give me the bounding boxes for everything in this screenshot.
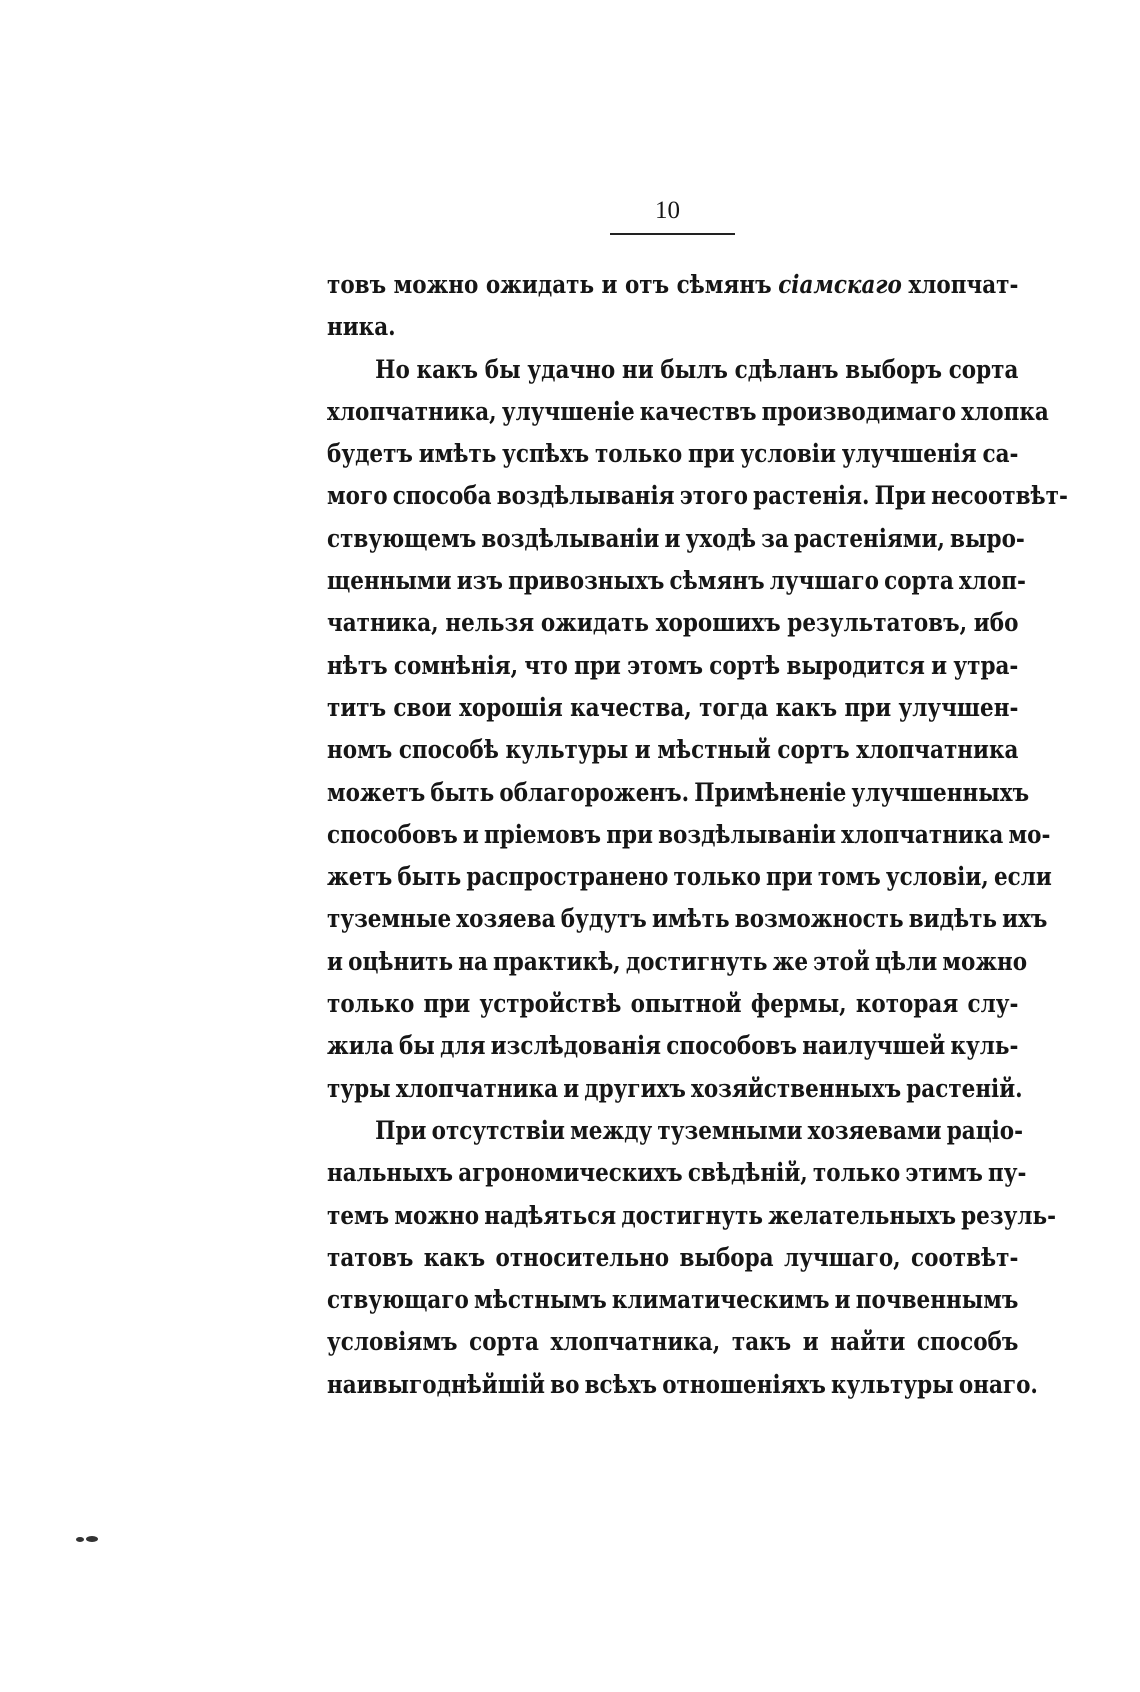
word: при [844,692,892,722]
word: нальныхъ [327,1158,454,1188]
text-line [327,1364,1038,1406]
word: результатовъ, [787,608,968,638]
text-line [327,560,1026,602]
word: распространено [466,862,669,892]
word: при [766,862,813,892]
word: за [761,523,789,553]
word: другихъ [584,1073,686,1103]
word: способъ [916,1327,1019,1357]
word: которая [855,989,959,1019]
word: онаго. [958,1369,1038,1399]
word: сортъ [777,735,850,765]
word: можно [942,946,1028,976]
text-line [327,1068,1023,1110]
word: мого [327,481,388,511]
text-line [327,518,1025,560]
word: сорта [884,566,954,596]
word: мо- [1008,819,1051,849]
text-line [327,306,1018,348]
word: сортѣ [709,650,781,680]
word: для [440,1031,486,1061]
word: растенія. [753,481,870,511]
word: лучшаго [769,566,879,596]
word: хлоп- [958,566,1026,596]
word: сѣмянъ [669,566,765,596]
word: нѣтъ [327,650,388,680]
word: мѣстный [657,735,771,765]
word: Примѣненіе [694,777,847,807]
word: фермы, [750,989,847,1019]
word: выро- [950,523,1025,553]
word: какъ [416,354,479,384]
text-line [327,349,1018,391]
word: какъ [423,1242,486,1272]
word: только [594,439,683,469]
word: культуры [505,735,629,765]
word: если [993,862,1052,892]
text-line [327,983,1018,1025]
word: хорошія [459,692,563,722]
word: пу- [988,1158,1027,1188]
word: только [327,989,415,1019]
word: и [563,1073,580,1103]
word: хлопка [961,396,1049,426]
word: возможность [734,904,904,934]
word: хорошихъ [655,608,781,638]
word: условіямъ [327,1327,458,1357]
word: всѣхъ [584,1369,658,1399]
word: при [606,819,653,849]
text-line [327,1025,1018,1067]
word: устройствѣ [479,989,622,1019]
word: будутъ [560,904,647,934]
word: раціо- [946,1115,1024,1145]
word: соотвѣт- [911,1242,1019,1272]
text-line [327,941,1028,983]
word: удачно [527,354,616,384]
word: во [550,1369,580,1399]
text-line [327,433,1018,475]
word: отсутствіи [431,1115,565,1145]
word: чатника, [327,608,439,638]
word: воздѣлыванія [496,481,675,511]
word: слу- [967,989,1019,1019]
word: этомъ [627,650,704,680]
text-line [327,391,1049,433]
word: хлопчатника, [550,1327,721,1357]
word: при [688,439,735,469]
word: бы [484,354,521,384]
word: щенными [327,566,452,596]
word: титъ [327,692,387,722]
word: климатическимъ [611,1285,830,1315]
word: бы [398,1031,435,1061]
word: и [634,735,651,765]
word: хлопчатника [395,1073,559,1103]
word: облагороженъ. [499,777,690,807]
word: изслѣдованія [490,1031,662,1061]
word: наилучшей [802,1031,946,1061]
word: хлопчатника, [327,396,497,426]
text-line [327,1110,1024,1152]
text-line [327,687,1018,729]
word: такъ [731,1327,792,1357]
word: хлопчатника [841,819,1004,849]
word: хозяевами [807,1115,942,1145]
header-rule [610,233,735,235]
word: между [570,1115,653,1145]
word: нельзя [445,608,535,638]
word: надѣяться [484,1200,617,1230]
word: качества, [570,692,692,722]
word: ожидать [540,608,649,638]
word: улучшеніе [501,396,635,426]
word: способовъ [666,1031,797,1061]
word: можно [394,1200,480,1230]
word: оцѣнить [348,946,454,976]
italic-word: сіамскаго [778,270,902,299]
word: изъ [456,566,503,596]
word: ствующемъ [327,523,477,553]
word: почвеннымъ [855,1285,1019,1315]
text-line [327,814,1051,856]
word: можетъ [327,777,426,807]
word: ни [621,354,654,384]
word: будетъ [327,439,413,469]
word: только [812,1158,901,1188]
word: туземные [327,904,452,934]
paragraph-2 [327,349,1068,1110]
word: производимаго [761,396,957,426]
word: былъ [660,354,728,384]
word: са- [982,439,1019,469]
paragraph-1 [327,264,1019,349]
word: какъ [775,692,838,722]
word: успѣхъ [502,439,590,469]
paragraph-3 [327,1110,1057,1406]
word: куль- [950,1031,1019,1061]
word: культуры [831,1369,954,1399]
word: видѣть [908,904,997,934]
word: воздѣлываніи [658,819,836,849]
text-line [327,729,1018,771]
text-line [327,1152,1027,1194]
word: растеніями, [793,523,945,553]
word: При [874,481,926,511]
word: выродится [786,650,925,680]
word: хлопчатника [856,735,1019,765]
word: же [772,946,809,976]
word: сорта [948,354,1019,384]
text-line [327,264,1018,306]
word: резуль- [961,1200,1057,1230]
word: имѣть [418,439,497,469]
word: агрономическихъ [458,1158,683,1188]
word: жила [327,1031,394,1061]
word: тогда [699,692,769,722]
word: желательныхъ [768,1200,956,1230]
word: туземными [657,1115,803,1145]
word: татовъ [327,1242,414,1272]
word: свои [393,692,452,722]
word: наивыгоднѣйшій [327,1369,545,1399]
text-line [327,1279,1018,1321]
word: и [327,946,343,976]
word: способа [392,481,492,511]
text-line [327,1321,1018,1363]
word: несоотвѣт- [931,481,1068,511]
scan-speck [86,1536,98,1542]
word: и [462,819,479,849]
text-line [327,856,1052,898]
word: сомнѣнія, [393,650,519,680]
word: отношеніяхъ [662,1369,826,1399]
word: томъ [817,862,881,892]
body-text [327,264,1068,1406]
word: быть [430,777,495,807]
scan-speck [76,1537,84,1542]
word: сдѣланъ [734,354,839,384]
word: цѣли [875,946,938,976]
word: и [802,1327,819,1357]
word: этого [679,481,748,511]
text-run: ника. [327,312,396,342]
text-line [327,1237,1018,1279]
text-line [327,772,1030,814]
word: темъ [327,1200,390,1230]
word: относительно [495,1242,670,1272]
word: хозяйственныхъ [691,1073,902,1103]
word: на [458,946,488,976]
word: сорта [469,1327,539,1357]
word: мѣстнымъ [474,1285,607,1315]
text-run: товъ можно ожидать и отъ сѣмянъ [327,270,772,299]
word: при [574,650,621,680]
text-line [327,898,1048,940]
word: имѣть [651,904,730,934]
word: условіи [740,439,836,469]
text-run: хлопчат- [908,270,1019,299]
word: утра- [953,650,1019,680]
word: При [375,1115,427,1145]
word: улучшенія [841,439,977,469]
word: качествъ [639,396,757,426]
word: что [524,650,568,680]
word: улучшенныхъ [851,777,1030,807]
page-number: 10 [655,197,680,224]
word: достигнуть [621,1200,763,1230]
word: опытной [630,989,742,1019]
word: и [664,523,681,553]
word: найти [830,1327,906,1357]
word: уходѣ [685,523,756,553]
word: хозяева [456,904,556,934]
word: этой [813,946,870,976]
word: способѣ [398,735,499,765]
text-line [327,475,1068,517]
word: воздѣлываніи [481,523,660,553]
text-line [327,602,1018,644]
word: быть [397,862,462,892]
word: ихъ [1002,904,1048,934]
word: способовъ [327,819,458,849]
word: растеній. [906,1073,1023,1103]
word: номъ [327,735,393,765]
text-line [327,1195,1057,1237]
word: ствующаго [327,1285,469,1315]
word: достигнуть [625,946,768,976]
text-line [327,645,1018,687]
word: этимъ [905,1158,983,1188]
word: условіи, [885,862,989,892]
word: улучшен- [898,692,1019,722]
word: свѣдѣній, [687,1158,808,1188]
word: при [423,989,471,1019]
word: пріемовъ [483,819,602,849]
word: ибо [973,608,1019,638]
word: выборъ [845,354,942,384]
word: лучшаго, [783,1242,901,1272]
word: только [673,862,761,892]
word: практикѣ, [493,946,621,976]
paragraph-container [327,349,1068,1406]
word: и [931,650,948,680]
word: жетъ [327,862,393,892]
word: и [834,1285,851,1315]
word: туры [327,1073,391,1103]
word: выбора [679,1242,774,1272]
word: Но [375,354,410,384]
word: привозныхъ [508,566,665,596]
